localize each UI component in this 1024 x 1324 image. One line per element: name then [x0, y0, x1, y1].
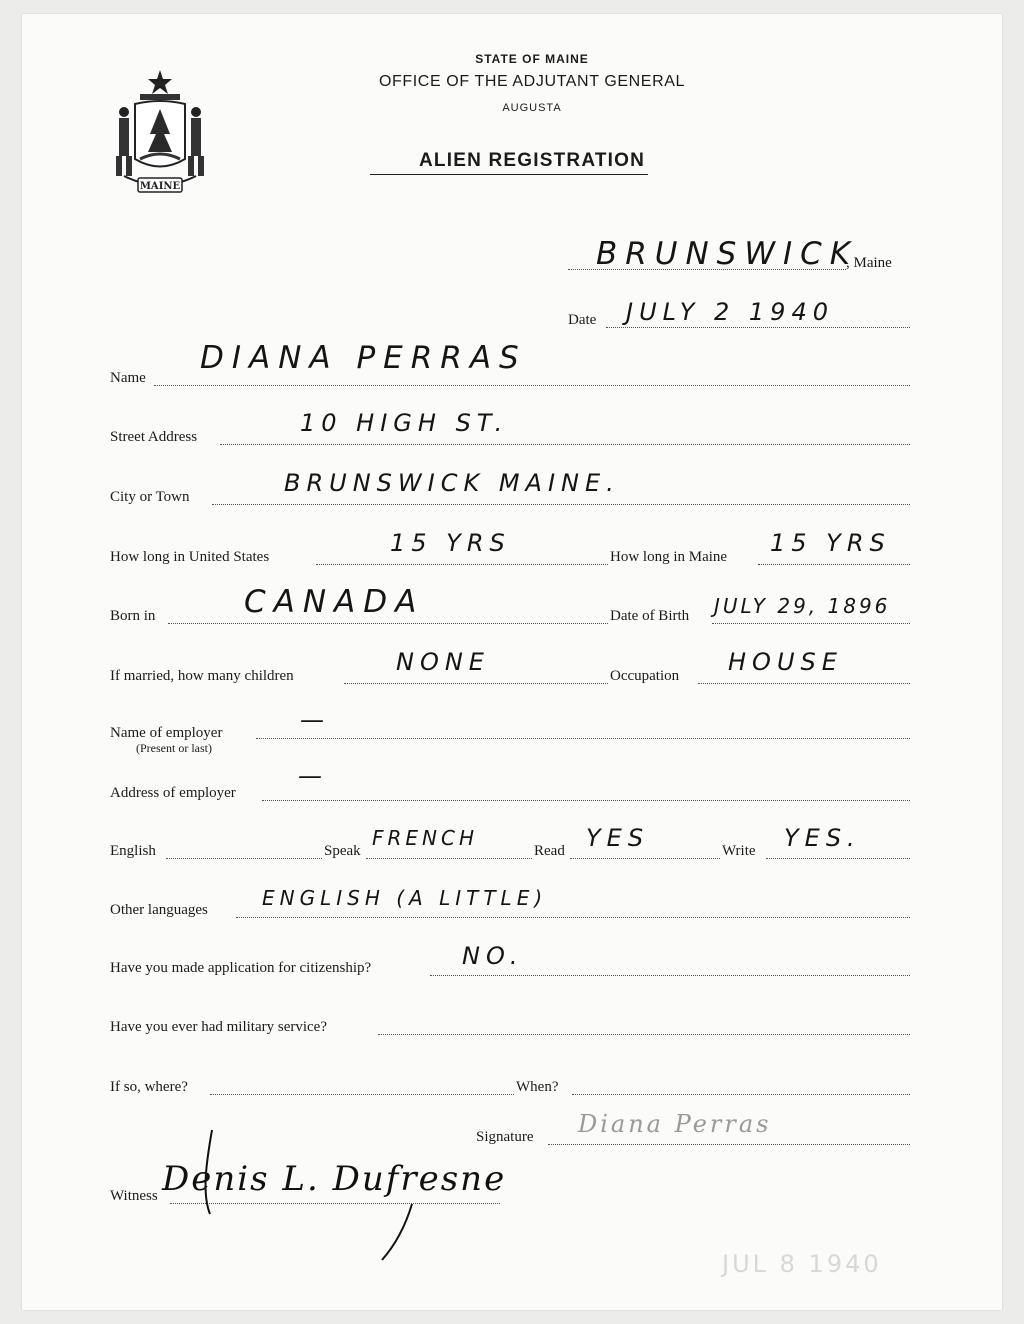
- name-value: DIANA PERRAS: [200, 340, 527, 376]
- employer-address-label: Address of employer: [110, 785, 236, 801]
- english-label: English: [110, 843, 156, 859]
- signature-label: Signature: [476, 1129, 534, 1145]
- children-value: NONE: [396, 648, 490, 676]
- employer-sublabel: (Present or last): [136, 741, 212, 755]
- place-suffix: , Maine: [846, 255, 892, 271]
- name-label: Name: [110, 370, 146, 386]
- read-line: [570, 858, 720, 859]
- state-heading: STATE OF MAINE: [475, 52, 589, 66]
- military-label: Have you ever had military service?: [110, 1019, 327, 1035]
- read-value: YES: [586, 824, 650, 852]
- us-time-line: [316, 564, 608, 565]
- signature-value: Diana Perras: [578, 1110, 772, 1138]
- witness-label: Witness: [110, 1188, 158, 1204]
- employer-line: [256, 738, 910, 739]
- citizenship-value: NO.: [462, 942, 524, 970]
- born-in-label: Born in: [110, 608, 156, 624]
- signature-line: [548, 1144, 910, 1145]
- witness-signature-flourish: [182, 1124, 422, 1264]
- street-value: 10 HIGH ST.: [300, 409, 509, 437]
- when-label: When?: [516, 1079, 559, 1095]
- maine-state-seal: [110, 64, 210, 204]
- maine-time-value: 15 YRS: [770, 529, 891, 557]
- born-in-value: CANADA: [244, 584, 425, 620]
- name-line: [154, 385, 910, 386]
- other-languages-label: Other languages: [110, 902, 208, 918]
- maine-time-label: How long in Maine: [610, 549, 728, 565]
- city-value: BRUNSWICK MAINE.: [284, 469, 620, 497]
- occupation-line: [698, 683, 910, 684]
- employer-address-value: —: [298, 762, 328, 790]
- seal-label: MAINE: [139, 181, 181, 192]
- date-label: Date: [568, 312, 597, 328]
- when-line: [572, 1094, 910, 1095]
- speak-label: Speak: [324, 843, 361, 859]
- write-line: [766, 858, 910, 859]
- us-time-value: 15 YRS: [390, 529, 511, 557]
- witness-signature: Denis L. Dufresne: [162, 1159, 507, 1199]
- where-label: If so, where?: [110, 1079, 188, 1095]
- date-line: [606, 327, 910, 328]
- english-line: [166, 858, 322, 859]
- form-title: ALIEN REGISTRATION: [418, 150, 646, 171]
- employer-address-line: [262, 800, 910, 801]
- children-line: [344, 683, 608, 684]
- occupation-label: Occupation: [610, 668, 680, 684]
- street-line: [220, 444, 910, 445]
- citizenship-line: [430, 975, 910, 976]
- occupation-value: HOUSE: [728, 648, 843, 676]
- other-languages-value: ENGLISH (A LITTLE): [262, 886, 548, 910]
- maine-time-line: [758, 564, 910, 565]
- speak-value: FRENCH: [372, 826, 479, 850]
- street-label: Street Address: [110, 429, 198, 445]
- other-languages-line: [236, 917, 910, 918]
- city-label: City or Town: [110, 489, 190, 505]
- citizenship-label: Have you made application for citizenship?: [110, 960, 372, 976]
- city-heading: AUGUSTA: [502, 102, 562, 114]
- us-time-label: How long in United States: [110, 549, 270, 565]
- birth-date-label: Date of Birth: [610, 608, 690, 624]
- received-stamp: JUL 8 1940: [722, 1250, 882, 1278]
- speak-line: [366, 858, 532, 859]
- employer-label: Name of employer: [110, 725, 223, 741]
- title-underline: [370, 174, 648, 175]
- write-value: YES.: [784, 824, 861, 852]
- birth-date-line: [712, 623, 910, 624]
- place-value: BRUNSWICK: [596, 236, 859, 272]
- read-label: Read: [534, 843, 565, 859]
- children-label: If married, how many children: [110, 668, 294, 684]
- military-line: [378, 1034, 910, 1035]
- employer-value: —: [300, 706, 330, 734]
- date-value: JULY 2 1940: [626, 298, 834, 326]
- where-line: [210, 1094, 514, 1095]
- registration-form: [22, 14, 1002, 1310]
- birth-date-value: JULY 29, 1896: [714, 594, 891, 618]
- office-heading: OFFICE OF THE ADJUTANT GENERAL: [378, 73, 686, 90]
- city-line: [212, 504, 910, 505]
- write-label: Write: [722, 843, 756, 859]
- born-in-line: [168, 623, 608, 624]
